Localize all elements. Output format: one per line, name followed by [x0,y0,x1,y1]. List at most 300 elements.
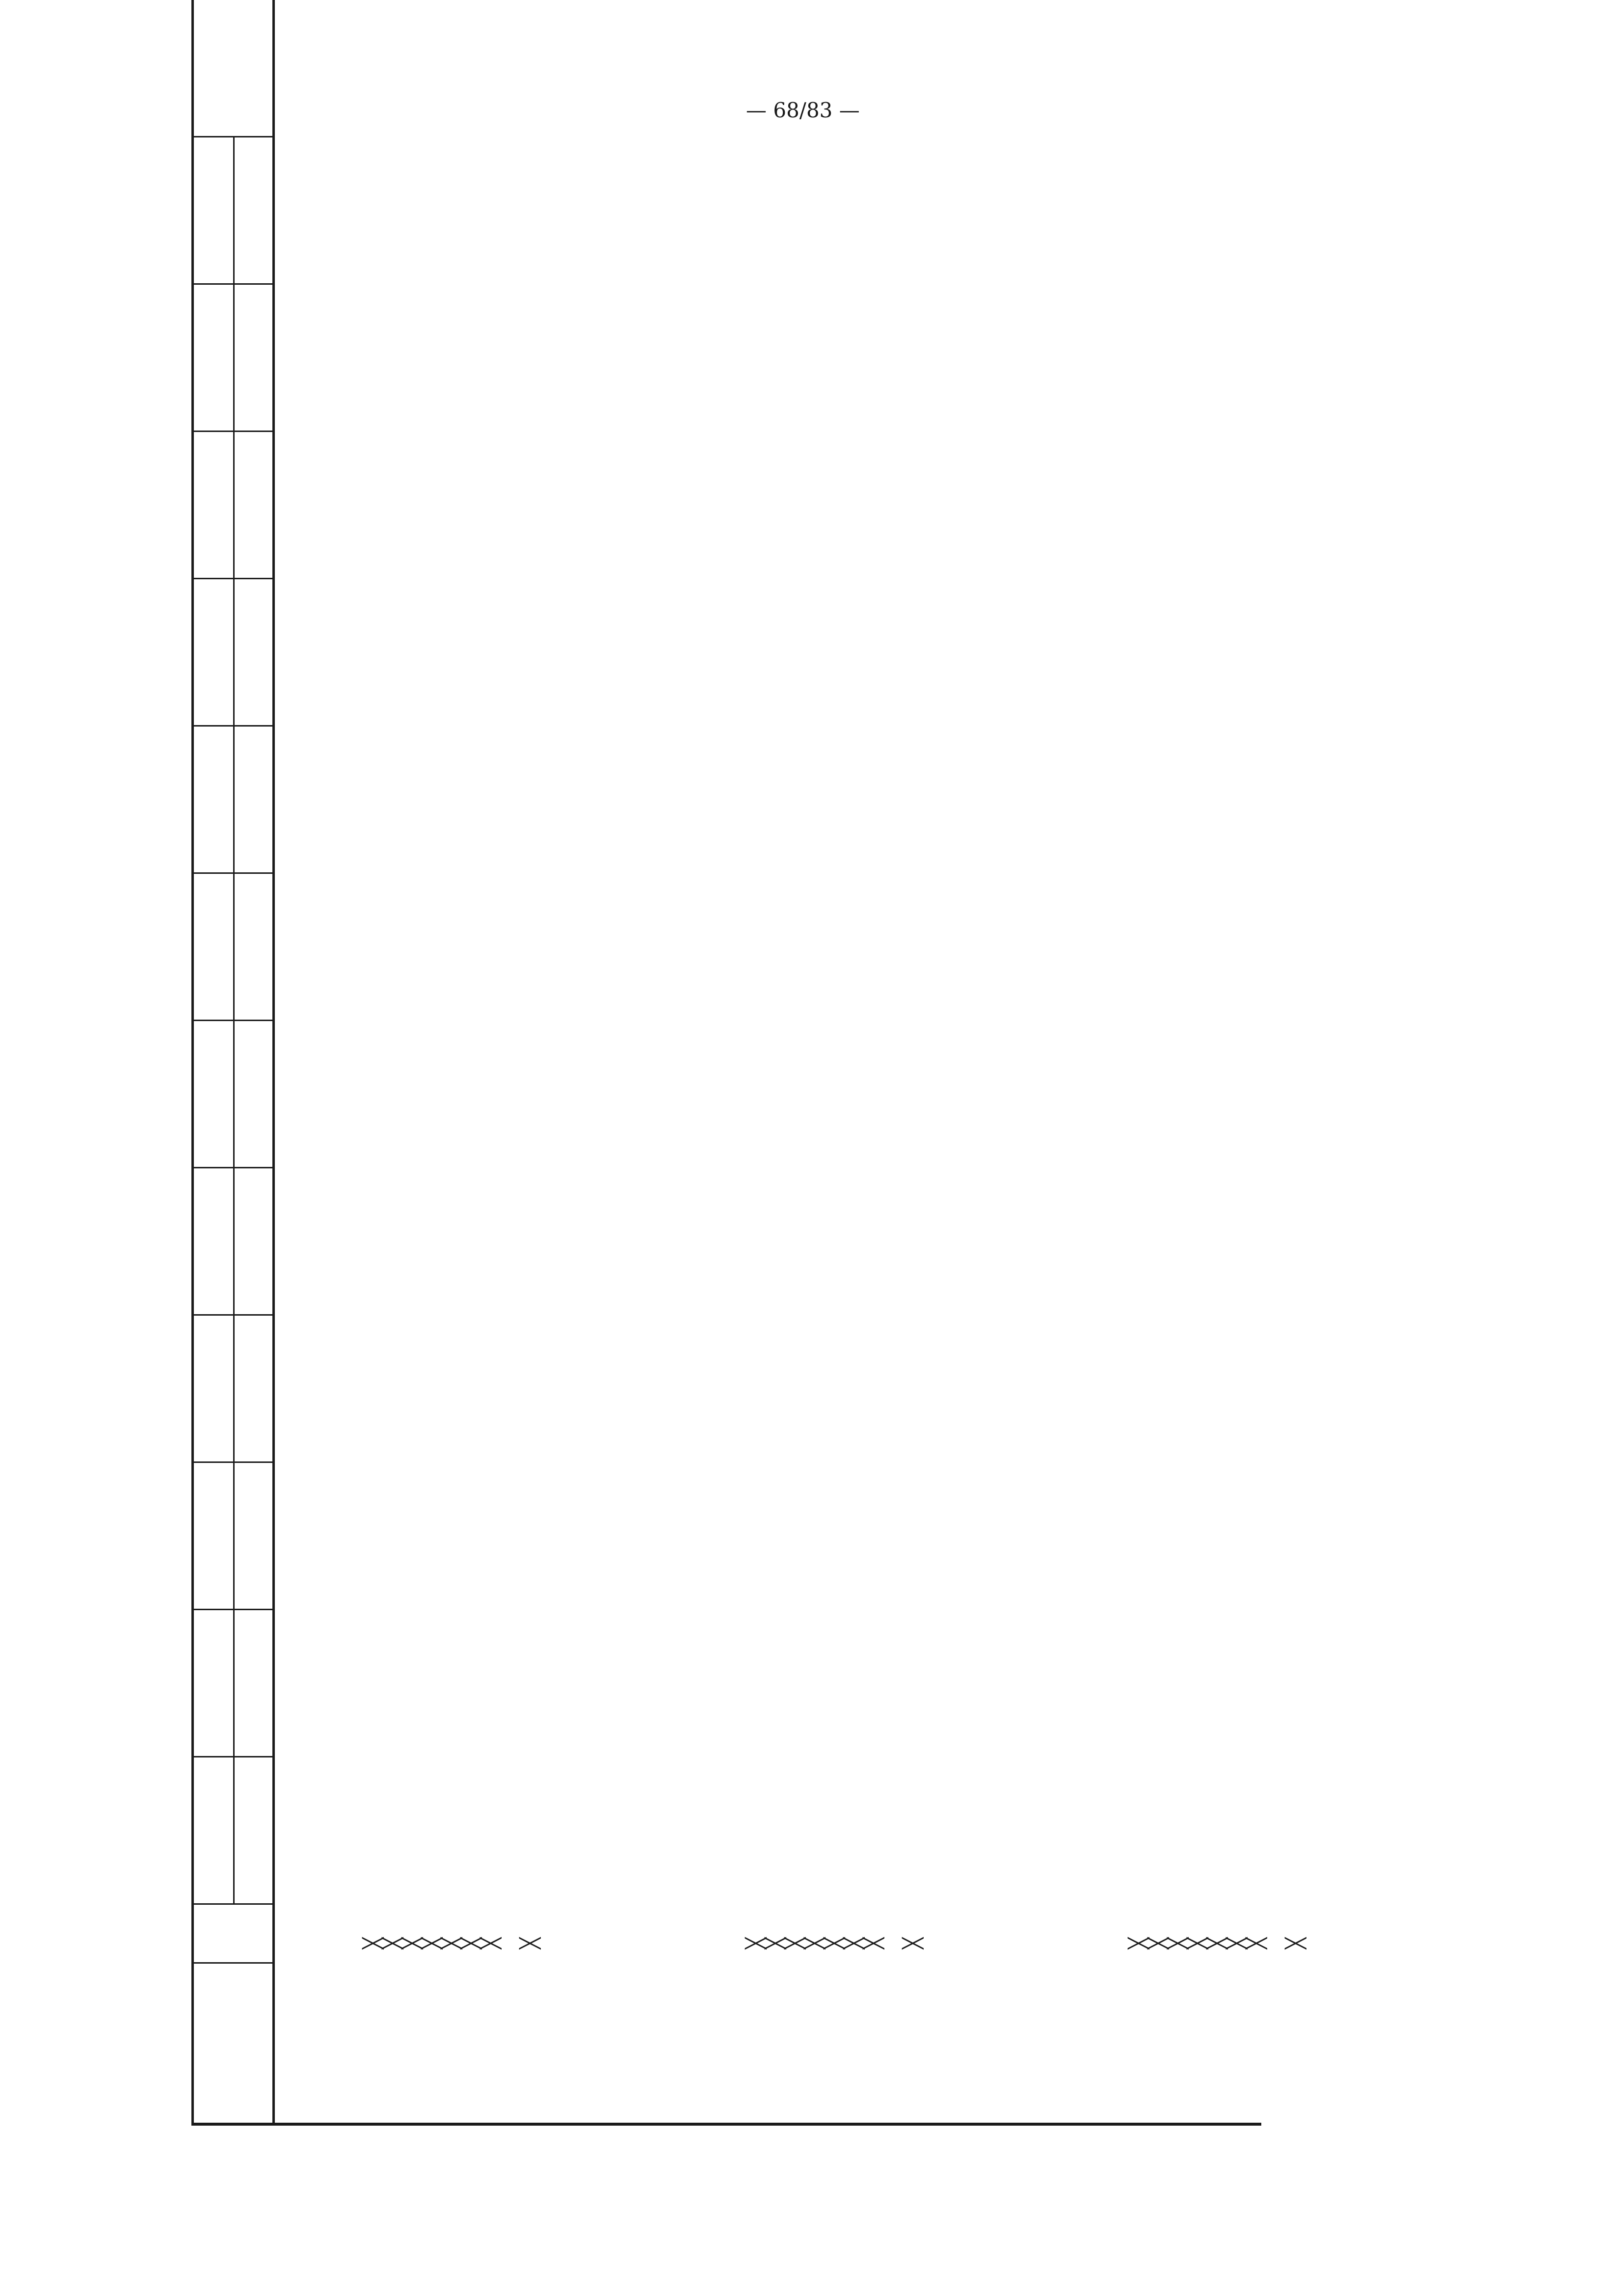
speed-cell [520,746,540,874]
table-cell [785,1409,805,1463]
row-label [344,1969,363,2121]
sigma-n-cell [883,1703,903,1757]
header-range [243,1757,264,1905]
top-speeds-cell [1325,447,1345,579]
calm-sigma [501,1915,520,1964]
row-label [883,1969,903,2121]
sigma-n-cell [883,1262,903,1316]
table-cell [746,820,766,874]
table-cell [825,673,844,727]
table-cell [746,967,766,1021]
table-cell [825,231,844,285]
page-number: — 68/83 — [746,98,860,122]
table-cell [766,967,785,1021]
sigma-n-cell [501,231,520,285]
speed-cell [520,157,540,285]
sigma-n-cell [883,820,903,874]
row-label [1129,1969,1148,2121]
table-cell [766,673,785,727]
top-speeds-cell [559,152,579,285]
top-speeds-cell [942,1478,962,1610]
speed-cell [903,1188,923,1316]
sum-v-label [903,103,923,133]
sigma-n-cell [501,378,520,432]
table-cell [1148,83,1168,137]
header-range [243,727,264,874]
table-cell [1129,820,1148,874]
table-cell [1168,673,1188,727]
row-label [461,1969,481,2121]
calm-cross: ╳ [362,1938,384,1949]
top-speeds-cell [942,5,962,137]
header-range [243,285,264,432]
sum-n-label [1266,103,1286,133]
table-cell [825,83,844,137]
table-cell [746,673,766,727]
table-cell [422,378,442,432]
table-cell [1129,231,1148,285]
speed-cell [1286,1041,1305,1168]
table-cell [442,378,461,432]
header-mid-rule [233,137,235,1905]
top-speeds-cell [559,741,579,874]
speed-cell [520,1483,540,1610]
sigma-n-cell [1266,231,1286,285]
sigma-n-cell [501,525,520,579]
table-cell [785,1851,805,1905]
top-speeds-cell [1325,889,1345,1021]
header-range [243,1021,264,1168]
header-range [243,874,264,1021]
header-range [243,1316,264,1463]
table-cell [1148,1556,1168,1610]
sigma-n-cell [1266,673,1286,727]
rotated-wind-table [191,177,1306,2126]
top-speeds-cell [942,1036,962,1168]
table-cell [1188,378,1207,432]
top-speeds-cell [1325,1625,1345,1757]
sigma-n-cell [501,820,520,874]
table-cell [363,83,383,137]
table-cell [766,83,785,137]
table-cell [402,231,422,285]
sigma-n-cell [883,231,903,285]
row-label [1188,1969,1207,2121]
table-cell [785,378,805,432]
calm-cross: ╳ [804,1938,825,1949]
calm-cross: ╳ [421,1938,443,1949]
top-speeds-cell [942,889,962,1021]
top-speeds-cell [559,1625,579,1757]
sigma-n-cell [501,1851,520,1905]
sigma-n-cell [883,378,903,432]
table-cell [785,231,805,285]
table-cell [422,525,442,579]
table-cell [422,673,442,727]
table-cell [363,967,383,1021]
table-cell [785,83,805,137]
table-cell [383,83,402,137]
sigma-n-cell [1266,525,1286,579]
table-cell [363,1851,383,1905]
row-label [501,1969,520,2121]
sigma-n-cell [883,525,903,579]
speed-cell [903,1041,923,1168]
header-range [243,579,264,727]
speed-cell [903,746,923,874]
table-cell [746,231,766,285]
speed-cell [520,1041,540,1168]
table-cell [1129,1114,1148,1168]
speed-cell [903,1777,923,1905]
table-cell [383,1851,402,1905]
row-label [481,1969,501,2121]
top-speeds-cell [942,1772,962,1905]
header-calm [201,1905,222,1964]
table-cell [402,1703,422,1757]
calm-cross: ╳ [1187,1938,1208,1949]
table-cell [1168,83,1188,137]
table-cell [864,83,883,137]
calm-cross: ╳ [401,1938,423,1949]
row-label [383,1969,402,2121]
top-speeds-cell [559,5,579,137]
calm-cross: ╳ [1285,1938,1306,1949]
section-title [299,1242,324,2126]
row-label [442,1969,461,2121]
table-cell [383,1409,402,1463]
top-speeds-cell [942,1330,962,1463]
top-speeds-cell [1325,299,1345,432]
header-range [243,1610,264,1757]
header-direction [202,1610,223,1757]
speed-cell [520,1630,540,1757]
calm-cross: ╳ [902,1938,924,1949]
calm-cross: ╳ [824,1938,845,1949]
sigma-n-cell [501,967,520,1021]
row-label [934,1969,954,2121]
sigma-n-cell [883,1114,903,1168]
table-cell [1207,378,1227,432]
table-cell [1168,1703,1188,1757]
row-label [422,1969,442,2121]
table-cell [766,820,785,874]
table-cell [1129,1262,1148,1316]
calm-cross: ╳ [863,1938,884,1949]
table-cell [1188,525,1207,579]
sigma-n-cell [1266,1703,1286,1757]
speed-cell [903,157,923,285]
table-cell [442,673,461,727]
table-cell [383,1114,402,1168]
speed-cell [1286,1777,1305,1905]
sigma-n-cell [501,673,520,727]
top-speeds-cell [1325,1478,1345,1610]
header-direction [202,285,223,432]
top-speeds-cell [559,1478,579,1610]
top-speeds-cell [559,1330,579,1463]
table-top-rule [191,0,194,2126]
table-cell [1227,378,1247,432]
table-cell [1129,1409,1148,1463]
calm-cross: ╳ [784,1938,806,1949]
calm-value [344,1915,363,1964]
top-speeds-cell [559,299,579,432]
table-cell [1148,231,1168,285]
header-range [243,1463,264,1610]
speed-cell [1286,452,1305,579]
row-label [1207,1969,1227,2121]
table-cell [402,820,422,874]
table-cell [1168,1851,1188,1905]
table-cell [805,1556,825,1610]
row-label [746,1969,766,2121]
header-range [243,1168,264,1316]
calm-cross: ╳ [460,1938,482,1949]
table-cell [1148,1114,1168,1168]
calm-cross: ╳ [745,1938,767,1949]
table-cell [402,673,422,727]
header-direction [202,1757,223,1905]
table-cell [805,967,825,1021]
table-cell [422,83,442,137]
table-cell [383,1556,402,1610]
top-speeds-cell [1325,1183,1345,1316]
sum-n-label [883,103,903,133]
table-cell [1148,1703,1168,1757]
table-cell [1148,1262,1168,1316]
table-cell [785,1556,805,1610]
table-cell [363,820,383,874]
calm-sigma [883,1915,903,1964]
table-cell [1168,378,1188,432]
top-speeds-cell [1325,1330,1345,1463]
table-cell [805,525,825,579]
table-cell [805,83,825,137]
header-direction [202,727,223,874]
calm-cross: ╳ [441,1938,462,1949]
table-cell [844,673,864,727]
table-cell [363,673,383,727]
top-speeds-cell [1325,1036,1345,1168]
table-cell [766,1556,785,1610]
speed-cell [903,452,923,579]
table-cell [1148,673,1168,727]
sum-n-label [501,103,520,133]
calm-value [1109,1915,1129,1964]
table-cell [461,83,481,137]
calm-value [726,1915,746,1964]
table-cell [363,525,383,579]
top-speeds-cell [942,741,962,874]
header-direction [202,137,223,285]
speed-cell [903,1483,923,1610]
table-cell [363,1114,383,1168]
speed-cell [903,304,923,432]
table-cell [766,231,785,285]
calm-cross: ╳ [1167,1938,1189,1949]
table-cell [1109,83,1129,137]
sigma-n-cell [883,673,903,727]
sigma-n-cell [501,1262,520,1316]
header-sum [195,0,269,137]
sigma-n-cell [501,1409,520,1463]
table-cell [363,231,383,285]
table-cell [766,1114,785,1168]
top-speeds-cell [1325,1772,1345,1905]
header-direction [202,579,223,727]
table-cell [746,1409,766,1463]
sigma-n-cell [501,1703,520,1757]
sigma-n-cell [1266,820,1286,874]
table-cell [442,525,461,579]
table-cell [1148,820,1168,874]
row-label [844,1969,864,2121]
table-cell [402,378,422,432]
table-cell [442,83,461,137]
table-cell [1168,1409,1188,1463]
header-range [243,137,264,285]
speed-cell [1286,893,1305,1021]
table-cell [1227,83,1247,137]
table-cell [746,1114,766,1168]
speed-cell [520,1188,540,1316]
table-cell [844,525,864,579]
speed-cell [1286,1188,1305,1316]
speed-cell [1286,599,1305,727]
header-direction [202,432,223,579]
header-direction [202,874,223,1021]
row-label [402,1969,422,2121]
section-title [682,1242,707,2126]
speed-cell [903,1335,923,1463]
table-cell [825,525,844,579]
table-cell [481,83,501,137]
calm-cross: ╳ [382,1938,403,1949]
table-cell [1207,83,1227,137]
table-cell [766,1409,785,1463]
calm-cross: ╳ [519,1938,541,1949]
speed-cell [1286,157,1305,285]
sigma-n-cell [883,1409,903,1463]
header-direction [202,1316,223,1463]
top-speeds-cell [559,1772,579,1905]
table-cell [746,1851,766,1905]
table-cell [766,525,785,579]
top-speeds-cell [1325,594,1345,727]
table-cell [402,1851,422,1905]
calm-cross: ╳ [1226,1938,1248,1949]
sigma-n-cell [1266,1556,1286,1610]
table-cell [1188,83,1207,137]
table-cell [461,1556,481,1610]
row-label [805,1969,825,2121]
table-cell [766,1851,785,1905]
sigma-n-cell [501,1114,520,1168]
table-cell [785,525,805,579]
table-cell [442,231,461,285]
top-speeds-cell [559,447,579,579]
sigma-n-cell [883,1851,903,1905]
top-speeds-cell [942,1183,962,1316]
sigma-n-cell [501,1556,520,1610]
row-label [1168,1969,1188,2121]
sigma-n-cell [1266,378,1286,432]
speed-cell [1286,1335,1305,1463]
table-cell [383,1262,402,1316]
table-cell [1129,525,1148,579]
row-label [1266,1969,1286,2121]
table-cell [383,231,402,285]
table-cell [1129,378,1148,432]
sigma-n-cell [1266,1262,1286,1316]
speed-cell [520,1777,540,1905]
sigma-n-cell [883,1556,903,1610]
row-label [1148,1969,1168,2121]
calm-cross: ╳ [843,1938,865,1949]
table-cell [363,1409,383,1463]
table-cell [383,525,402,579]
table-cell [402,83,422,137]
speed-cell [520,452,540,579]
sum-v-label [520,103,540,133]
table-cell [785,673,805,727]
table-cell [1148,378,1168,432]
top-speeds-cell [1325,152,1345,285]
table-cell [746,525,766,579]
top-speeds-cell [559,1036,579,1168]
calm-cross: ╳ [1206,1938,1228,1949]
table-cell [1148,1409,1168,1463]
top-speeds-cell [942,594,962,727]
table-cell [383,1703,402,1757]
row-label [1247,1969,1266,2121]
table-cell [1129,967,1148,1021]
table-cell [766,378,785,432]
top-speeds-cell [1325,5,1345,137]
row-label [363,1969,383,2121]
table-cell [383,673,402,727]
table-cell [746,1703,766,1757]
table-cell [481,1556,501,1610]
row-label [864,1969,883,2121]
sum-v-label [1286,103,1305,133]
table-cell [383,378,402,432]
table-cell [1148,1851,1168,1905]
speed-cell [1286,304,1305,432]
table-cell [363,1556,383,1610]
calm-cross: ╳ [480,1938,502,1949]
sigma-n-cell [883,967,903,1021]
top-speeds-cell [942,1625,962,1757]
table-cell [746,378,766,432]
table-cell [402,1556,422,1610]
top-speeds-cell [942,299,962,432]
top-speeds-cell [942,152,962,285]
speed-cell [520,1335,540,1463]
top-speeds-cell [559,1183,579,1316]
header-direction [202,1021,223,1168]
table-cell [481,525,501,579]
speed-cell [903,599,923,727]
header-bottom-rule [272,0,275,2126]
row-label [552,1969,571,2121]
top-speeds-cell [559,594,579,727]
table-cell [1207,525,1227,579]
table-cell [805,378,825,432]
section-title [1065,1242,1090,2126]
table-cell [1168,525,1188,579]
